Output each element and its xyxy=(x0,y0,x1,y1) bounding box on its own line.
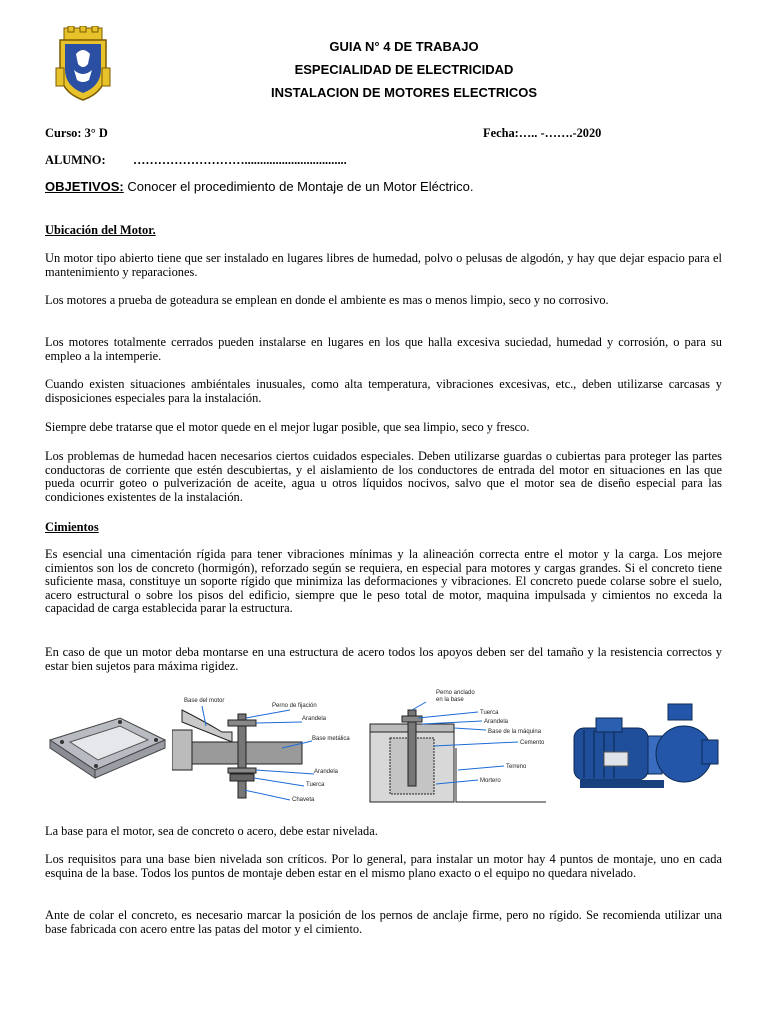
paragraph: La base para el motor, sea de concreto o acero, debe estar nivelada. xyxy=(45,824,378,838)
label-arandela: Arandela xyxy=(484,719,509,725)
paragraph: Los motores totalmente cerrados pueden instalarse en lugares en los que halla excesiva suciedad, humedad y corrosión, o para su empleo a la intemperie. xyxy=(45,335,722,363)
label-tuerca: Tuerca xyxy=(306,782,325,788)
paragraph: Un motor tipo abierto tiene que ser instalado en lugares libres de humedad, polvo o pelusas de algodón, y hay que dejar espacio para el mantenimiento y reparaciones. xyxy=(45,251,722,279)
paragraph: En caso de que un motor deba montarse en una estructura de acero todos los apoyos deben ser del tamaño y la resistencia correctos y estar bien sujetos para máxima rigidez. xyxy=(45,645,722,673)
label-perno-anclado: Perno anclado xyxy=(436,690,475,696)
bolt-mounting-diagram xyxy=(172,690,372,808)
motor-base-frame-image xyxy=(40,700,170,790)
specialty-title: ESPECIALIDAD DE ELECTRICIDAD xyxy=(294,62,514,77)
date-field: Fecha:….. -…….-2020 xyxy=(483,126,602,140)
label-base-del-motor: Base del motor xyxy=(184,698,225,704)
topic-title: INSTALACION DE MOTORES ELECTRICOS xyxy=(270,85,538,100)
paragraph: Los requisitos para una base bien nivelada son críticos. Por lo general, para instalar un motor hay 4 puntos de montaje, uno en cada esquina de la base. Todos los puntos de montaje deben estar en el mismo plano exacto o el equipo no quedara nivelado. xyxy=(45,852,722,880)
section-title-foundations: Cimientos xyxy=(45,520,99,534)
objectives-text: Conocer el procedimiento de Montaje de un Motor Eléctrico. xyxy=(123,179,474,194)
label-base-metalica: Base metálica xyxy=(312,736,350,742)
paragraph: Cuando existen situaciones ambiéntales inusuales, como alta temperatura, vibraciones excesivas, etc., deben utilizarse carcasas y disposiciones especiales para la instalación. xyxy=(45,377,722,405)
section-title-location: Ubicación del Motor. xyxy=(45,223,156,237)
course-field: Curso: 3° D xyxy=(45,126,108,140)
paragraph: Los motores a prueba de goteadura se emplean en donde el ambiente es mas o menos limpio, seco y no corrosivo. xyxy=(45,293,609,307)
label-terreno: Terreno xyxy=(506,764,527,770)
label-cemento: Cemento xyxy=(520,740,545,746)
motor-pump-image xyxy=(570,700,720,798)
objectives-label: OBJETIVOS: xyxy=(45,179,124,194)
paragraph: Ante de colar el concreto, es necesario marcar la posición de los pernos de anclaje firme, pero no rígido. Se recomienda utilizar una base fabricada con acero entre las patas del motor y el cimiento. xyxy=(45,908,722,936)
label-mortero: Mortero xyxy=(480,778,501,784)
label-arandela-bottom: Arandela xyxy=(314,769,339,775)
label-perno-fijacion: Perno de fijación xyxy=(272,703,317,709)
paragraph: Siempre debe tratarse que el motor quede en el mejor lugar posible, que sea limpio, seco y fresco. xyxy=(45,420,530,434)
student-line: ………………………................................. xyxy=(133,153,347,167)
paragraph: Es esencial una cimentación rígida para tener vibraciones mínimas y la alineación correcta entre el motor y la carga. Los mejore cimientos son los de concreto (hormigón), reforzado según se requiera, en especial para motores y cargas grandes. Si el concreto tiene suficiente masa, constituye un soporte rígido que minimiza las deformaciones y vibraciones. El concreto puede colarse sobre el suelo, acero estructural o sobre los pisos del edificio, siempre que le peso total de motor, maquina impulsada y cimientos no exceda la capacidad de carga establecida parar la estructura. xyxy=(45,547,722,616)
label-chaveta: Chaveta xyxy=(292,797,315,803)
paragraph: Los problemas de humedad hacen necesarios ciertos cuidados especiales. Deben utilizarse guardas o cubiertas para proteger las partes conductoras de corriente que estén descubiertas, y el aislamiento de los conductores de entrada del motor en situaciones en las que pueda ocurrir goteo o pulverización de aceite, agua u otros líquidos nocivos, salvo que el motor sea de diseño especial para las condiciones existentes de la instalación. xyxy=(45,449,722,504)
objectives xyxy=(45,178,474,196)
label-tuerca: Tuerca xyxy=(480,710,499,716)
label-en-la-base: en la base xyxy=(436,697,464,703)
anchor-bolt-diagram xyxy=(366,688,566,810)
student-label: ALUMNO: xyxy=(45,153,106,167)
label-base-maquina: Base de la máquina xyxy=(488,729,542,735)
guide-title: GUIA N° 4 DE TRABAJO xyxy=(329,39,479,54)
label-arandela-top: Arandela xyxy=(302,716,327,722)
